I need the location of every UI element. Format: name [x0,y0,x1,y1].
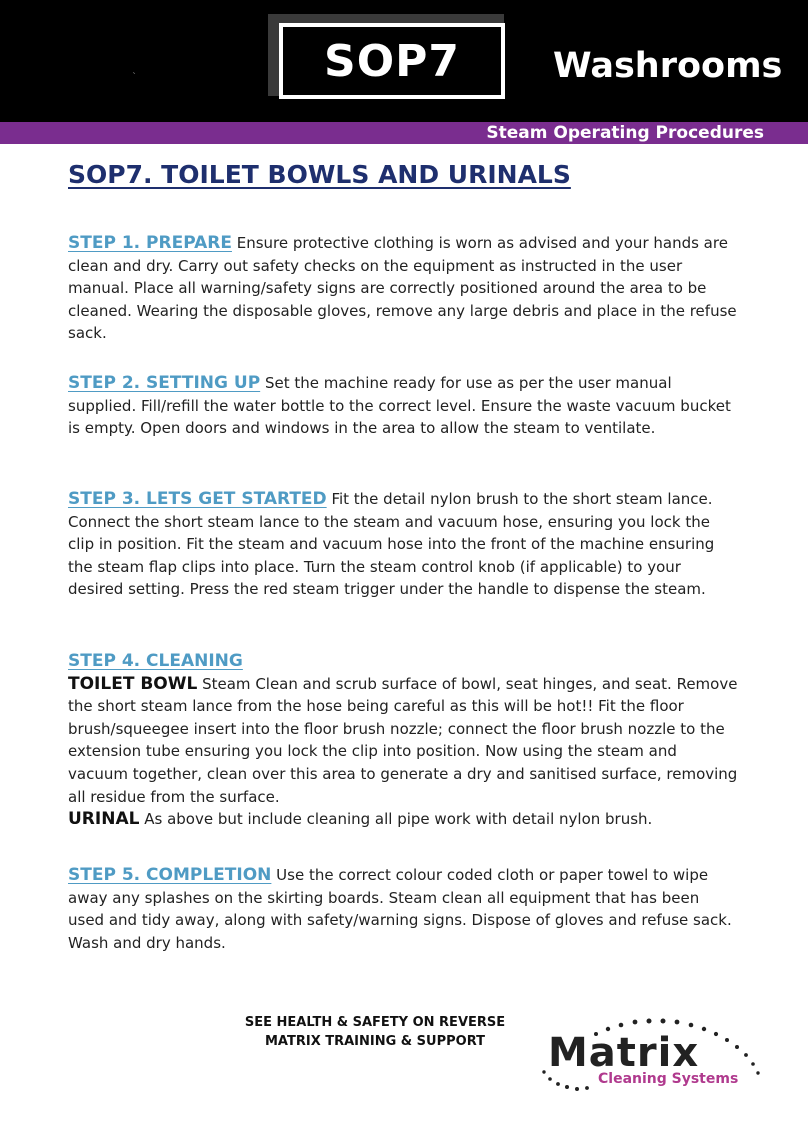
logo-name: Matrix [548,1030,700,1076]
urinal-text: As above but include cleaning all pipe work with detail nylon brush. [144,810,653,829]
step-4-heading: STEP 4. CLEANING [68,651,243,671]
step-3-text: Fit the detail nylon brush to the short steam lance. Connect the short steam lance to the steam and vacuum hose, ensuring you lock the clip in position. Fit the steam and vacuum hose into the front of the machine ensuring the steam flap clips into place. Turn the steam control knob (if applicable) to your desired setting. Press the red steam trigger under the handle to dispense the steam. [68,490,715,599]
sop-code: SOP7 [324,35,460,87]
step-5-heading: STEP 5. COMPLETION [68,865,272,885]
stray-mark: ` [132,72,137,83]
subtitle-band [0,122,808,144]
step-3-heading: STEP 3. LETS GET STARTED [68,489,327,509]
band-text: Steam Operating Procedures [486,123,764,143]
step-5-text: Use the correct colour coded cloth or paper towel to wipe away any splashes on the skirting boards. Steam clean all equipment that has been used and tidy away, along with safety/warning signs. Dispose of gloves and refuse sack. Wash and dry hands. [68,866,732,952]
step-3 [68,488,738,601]
header-bar [0,0,808,122]
sop-code-box [279,23,505,99]
document-title: SOP7. TOILET BOWLS AND URINALS [68,160,571,189]
logo-tagline: Cleaning Systems [598,1071,739,1087]
step-1 [68,232,738,345]
step-4 [68,650,738,831]
step-2 [68,372,738,440]
step-2-heading: STEP 2. SETTING UP [68,373,261,393]
step-2-text: Set the machine ready for use as per the user manual supplied. Fill/refill the water bottle to the correct level. Ensure the waste vacuum bucket is empty. Open doors and windows in the area to allow the steam to ventilate. [68,374,731,438]
toilet-bowl-text: Steam Clean and scrub surface of bowl, seat hinges, and seat. Remove the short steam lance from the hose being careful as this will be hot!! Fit the floor brush/squeegee insert into the floor brush nozzle; connect the floor brush nozzle to the extension tube ensuring you lock the clip into position. Now using the steam and vacuum together, clean over this area to generate a dry and sanitised surface, removing all residue from the surface. [68,674,738,806]
header-title: Washrooms [553,46,783,86]
toilet-bowl-label: TOILET BOWL [68,673,198,694]
footer-line-1: SEE HEALTH & SAFETY ON REVERSE [244,1015,506,1030]
footer-line-2: MATRIX TRAINING & SUPPORT [264,1034,485,1049]
footer-note [200,1013,550,1051]
step-1-text: Ensure protective clothing is worn as advised and your hands are clean and dry. Carry out safety checks on the equipment as instructed in the user manual. Place all warning/safety signs are correctly positioned around the area to be cleaned. Wearing the disposable gloves, remove any large debris and place in the refuse sack. [68,234,737,343]
step-5 [68,864,738,954]
matrix-logo [536,1016,776,1094]
step-1-heading: STEP 1. PREPARE [68,233,232,253]
urinal-label: URINAL [68,809,140,830]
